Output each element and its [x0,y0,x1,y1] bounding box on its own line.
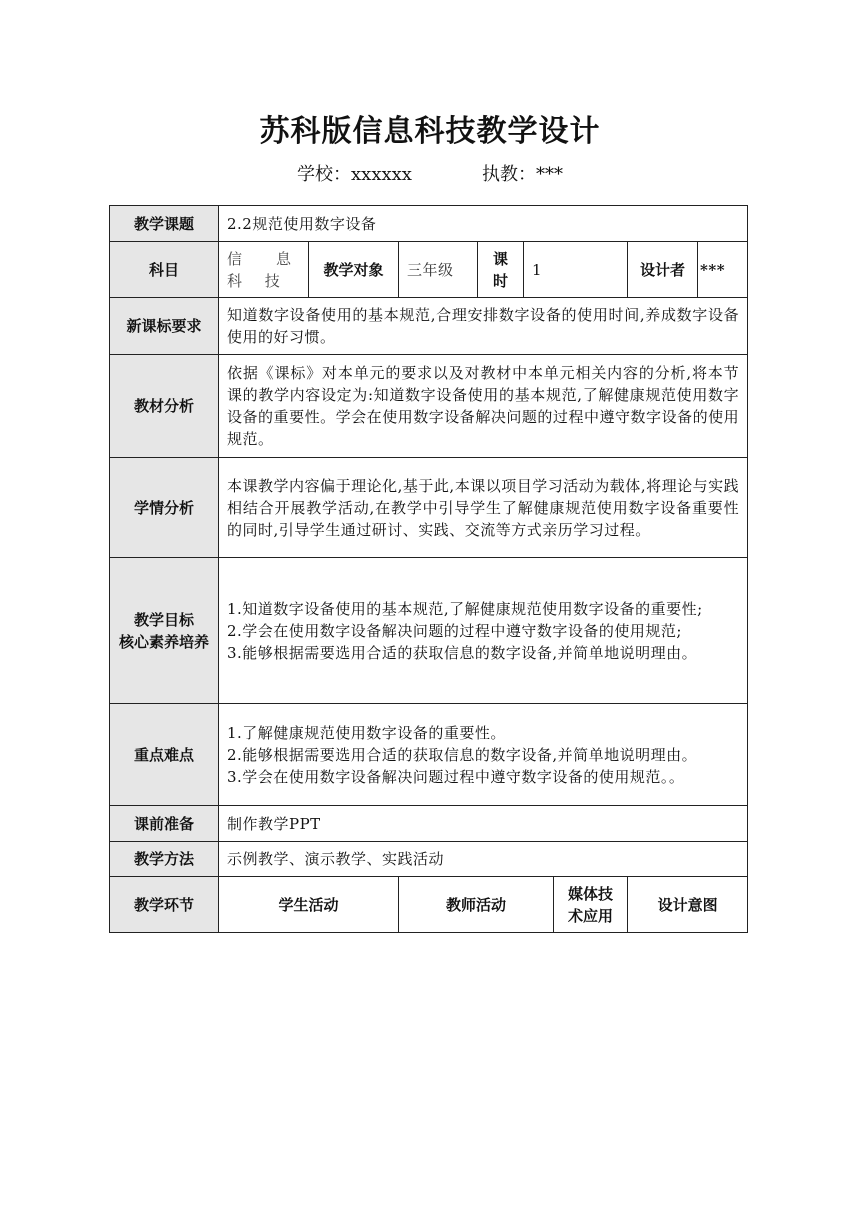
teacher-activity-header: 教师活动 [399,877,554,933]
row-goals [110,558,748,704]
key-point-item: 3.学会在使用数字设备解决问题过程中遵守数字设备的使用规范。。 [227,767,685,786]
key-point-item: 2.能够根据需要选用合适的获取信息的数字设备,并简单地说明理由。 [227,745,698,764]
subject-value: 信 息 科 技 [219,242,309,298]
textbook-value: 依据《课标》对本单元的要求以及对教材中本单元相关内容的分析,将本节课的教学内容设定为:知道数字设备使用的基本规范,了解健康规范使用数字设备的重要性。学会在使用数字设备解决问题的过程中遵守数字设备的使用规范。 [219,355,748,458]
row-subject [110,242,748,298]
hours-label: 课时 [478,242,524,298]
key-point-item: 1.了解健康规范使用数字设备的重要性。 [227,723,506,742]
intent-header: 设计意图 [628,877,748,933]
preparation-label: 课前准备 [110,806,219,842]
audience-label: 教学对象 [309,242,399,298]
row-learners [110,458,748,558]
key-points-label: 重点难点 [110,704,219,806]
media-header: 媒体技术应用 [554,877,628,933]
key-points-value [219,704,748,806]
student-activity-header: 学生活动 [219,877,399,933]
designer-value: *** [698,242,748,298]
hours-value: 1 [524,242,628,298]
methods-label: 教学方法 [110,842,219,877]
row-preparation [110,806,748,842]
learners-value: 本课教学内容偏于理论化,基于此,本课以项目学习活动为载体,将理论与实践相结合开展教学活动,在教学中引导学生了解健康规范使用数字设备重要性的同时,引导学生通过研讨、实践、交流等方式亲历学习过程。 [219,458,748,558]
document-title: 苏科版信息科技教学设计 [259,114,601,149]
row-key-points [110,704,748,806]
subject-label: 科目 [110,242,219,298]
goals-label [110,558,219,704]
row-methods [110,842,748,877]
stage-header: 教学环节 [110,877,219,933]
standard-value: 知道数字设备使用的基本规范,合理安排数字设备的使用时间,养成数字设备使用的好习惯。 [219,298,748,355]
school-label: 学校：xxxxxx [297,164,412,185]
document-subtitle [0,160,860,186]
row-textbook [110,355,748,458]
goal-item: 2.学会在使用数字设备解决问题的过程中遵守数字设备的使用规范; [227,621,682,640]
audience-value: 三年级 [399,242,478,298]
row-process-header [110,877,748,933]
topic-value: 2.2规范使用数字设备 [219,206,748,242]
methods-value: 示例教学、演示教学、实践活动 [219,842,748,877]
goal-item: 1.知道数字设备使用的基本规范,了解健康规范使用数字设备的重要性; [227,599,703,618]
lesson-plan-table [109,205,748,933]
textbook-label: 教材分析 [110,355,219,458]
goals-label-line-1: 教学目标 [133,610,194,629]
standard-label: 新课标要求 [110,298,219,355]
goals-label-line-2: 核心素养培养 [118,632,209,651]
row-standard [110,298,748,355]
goal-item: 3.能够根据需要选用合适的获取信息的数字设备,并简单地说明理由。 [227,643,698,662]
row-topic [110,206,748,242]
designer-label: 设计者 [628,242,698,298]
preparation-value: 制作教学PPT [219,806,748,842]
goals-value [219,558,748,704]
learners-label: 学情分析 [110,458,219,558]
topic-label: 教学课题 [110,206,219,242]
teacher-label: 执教：*** [481,164,563,185]
